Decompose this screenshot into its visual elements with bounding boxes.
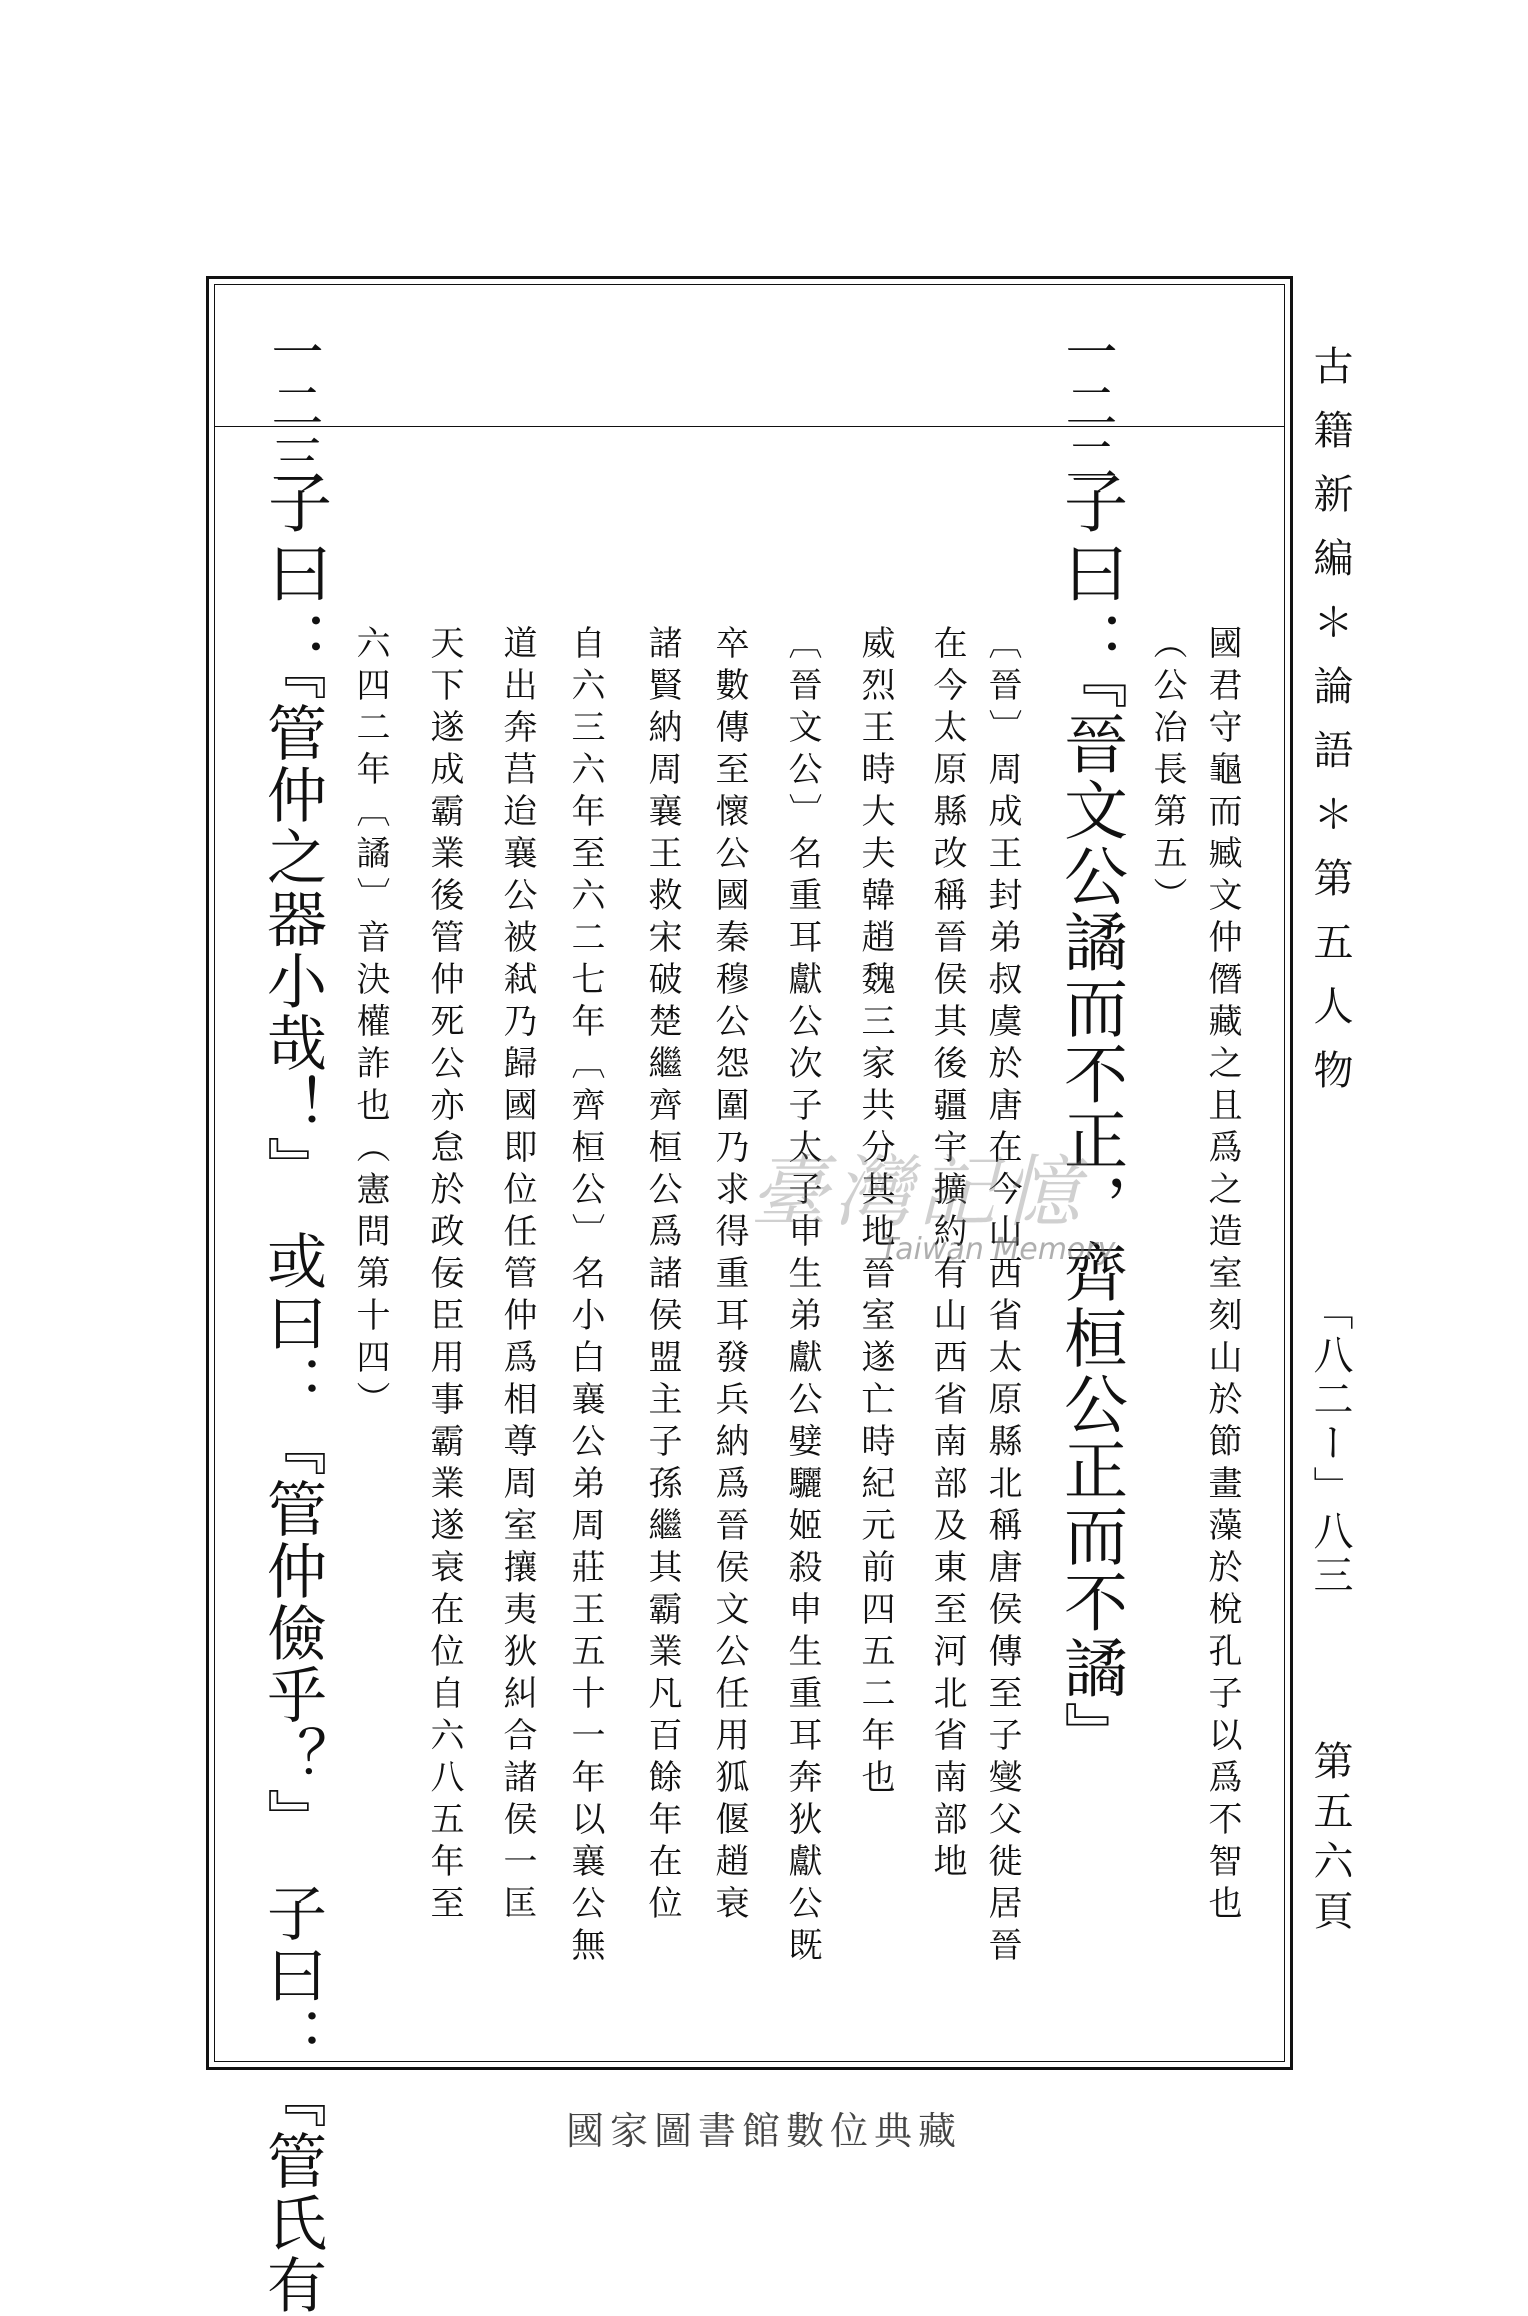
margin-page-number: 第五六頁 <box>1307 1740 1353 1940</box>
taiwan-memory-watermark-sub: Taiwan Memory <box>880 1232 1116 1267</box>
note-line: 諸賢納周襄王救宋破楚繼齊桓公爲諸侯盟主子孫繼其霸業凡百餘年在位 <box>642 625 682 1927</box>
margin-book-title: 古籍新編＊論語＊第五人物 <box>1307 345 1353 1113</box>
section-number-right: 一二二 <box>1056 325 1116 487</box>
note-line: 〔晉〕周成王封弟叔虞於唐在今山西省太原縣北稱唐侯傳至子燮父徙居晉 <box>982 625 1022 1969</box>
prev-note-line-2: （公冶長第五） <box>1147 625 1187 919</box>
margin-range: 「八二ー」八三 <box>1307 1290 1353 1598</box>
quote-zi-yue-left: 子曰： <box>257 470 331 680</box>
note-line: 天下遂成霸業後管仲死公亦怠於政佞臣用事霸業遂衰在位自六八五年至 <box>424 625 464 1927</box>
note-line: 六四二年〔譎〕音決權詐也（憲問第十四） <box>350 625 390 1423</box>
quote-guan-zhong: 『管仲之器小哉！』 或曰：『管仲儉乎？』 子曰：『管氏有 <box>257 640 327 2316</box>
note-line: 〔晉文公〕名重耳獻公次子太子申生弟獻公嬖驪姬殺申生重耳奔狄獻公既 <box>782 625 822 1969</box>
prev-note-line-1: 國君守龜而臧文仲僭藏之且爲之造室刻山於節畫藻於梲孔子以爲不智也 <box>1202 625 1242 1927</box>
note-line: 在今太原縣改稱晉侯其後疆宇擴約有山西省南部及東至河北省南部地 <box>927 625 967 1885</box>
note-line: 道出奔莒迨襄公被弒乃歸國即位任管仲爲相尊周室攘夷狄糾合諸侯一匡 <box>497 625 537 1927</box>
note-line: 威烈王時大夫韓趙魏三家共分其地晉室遂亡時紀元前四五二年也 <box>855 625 895 1801</box>
quote-zi-yue-right: 子曰： <box>1053 470 1127 680</box>
header-rule <box>214 426 1285 427</box>
note-line: 卒數傳至懷公國秦穆公怨圍乃求得重耳發兵納爲晉侯文公任用狐偃趙衰 <box>709 625 749 1927</box>
section-number-left: 一二三 <box>262 325 322 487</box>
note-line: 自六三六年至六二七年〔齊桓公〕名小白襄公弟周莊王五十一年以襄公無 <box>565 625 605 1969</box>
library-footer: 國家圖書館數位典藏 <box>565 2109 962 2153</box>
quote-jin-wen-gong: 『晉文公譎而不正，齊桓公正而不譎』 <box>1053 645 1127 1767</box>
taiwan-memory-watermark: 臺灣記憶 <box>750 1148 1087 1238</box>
